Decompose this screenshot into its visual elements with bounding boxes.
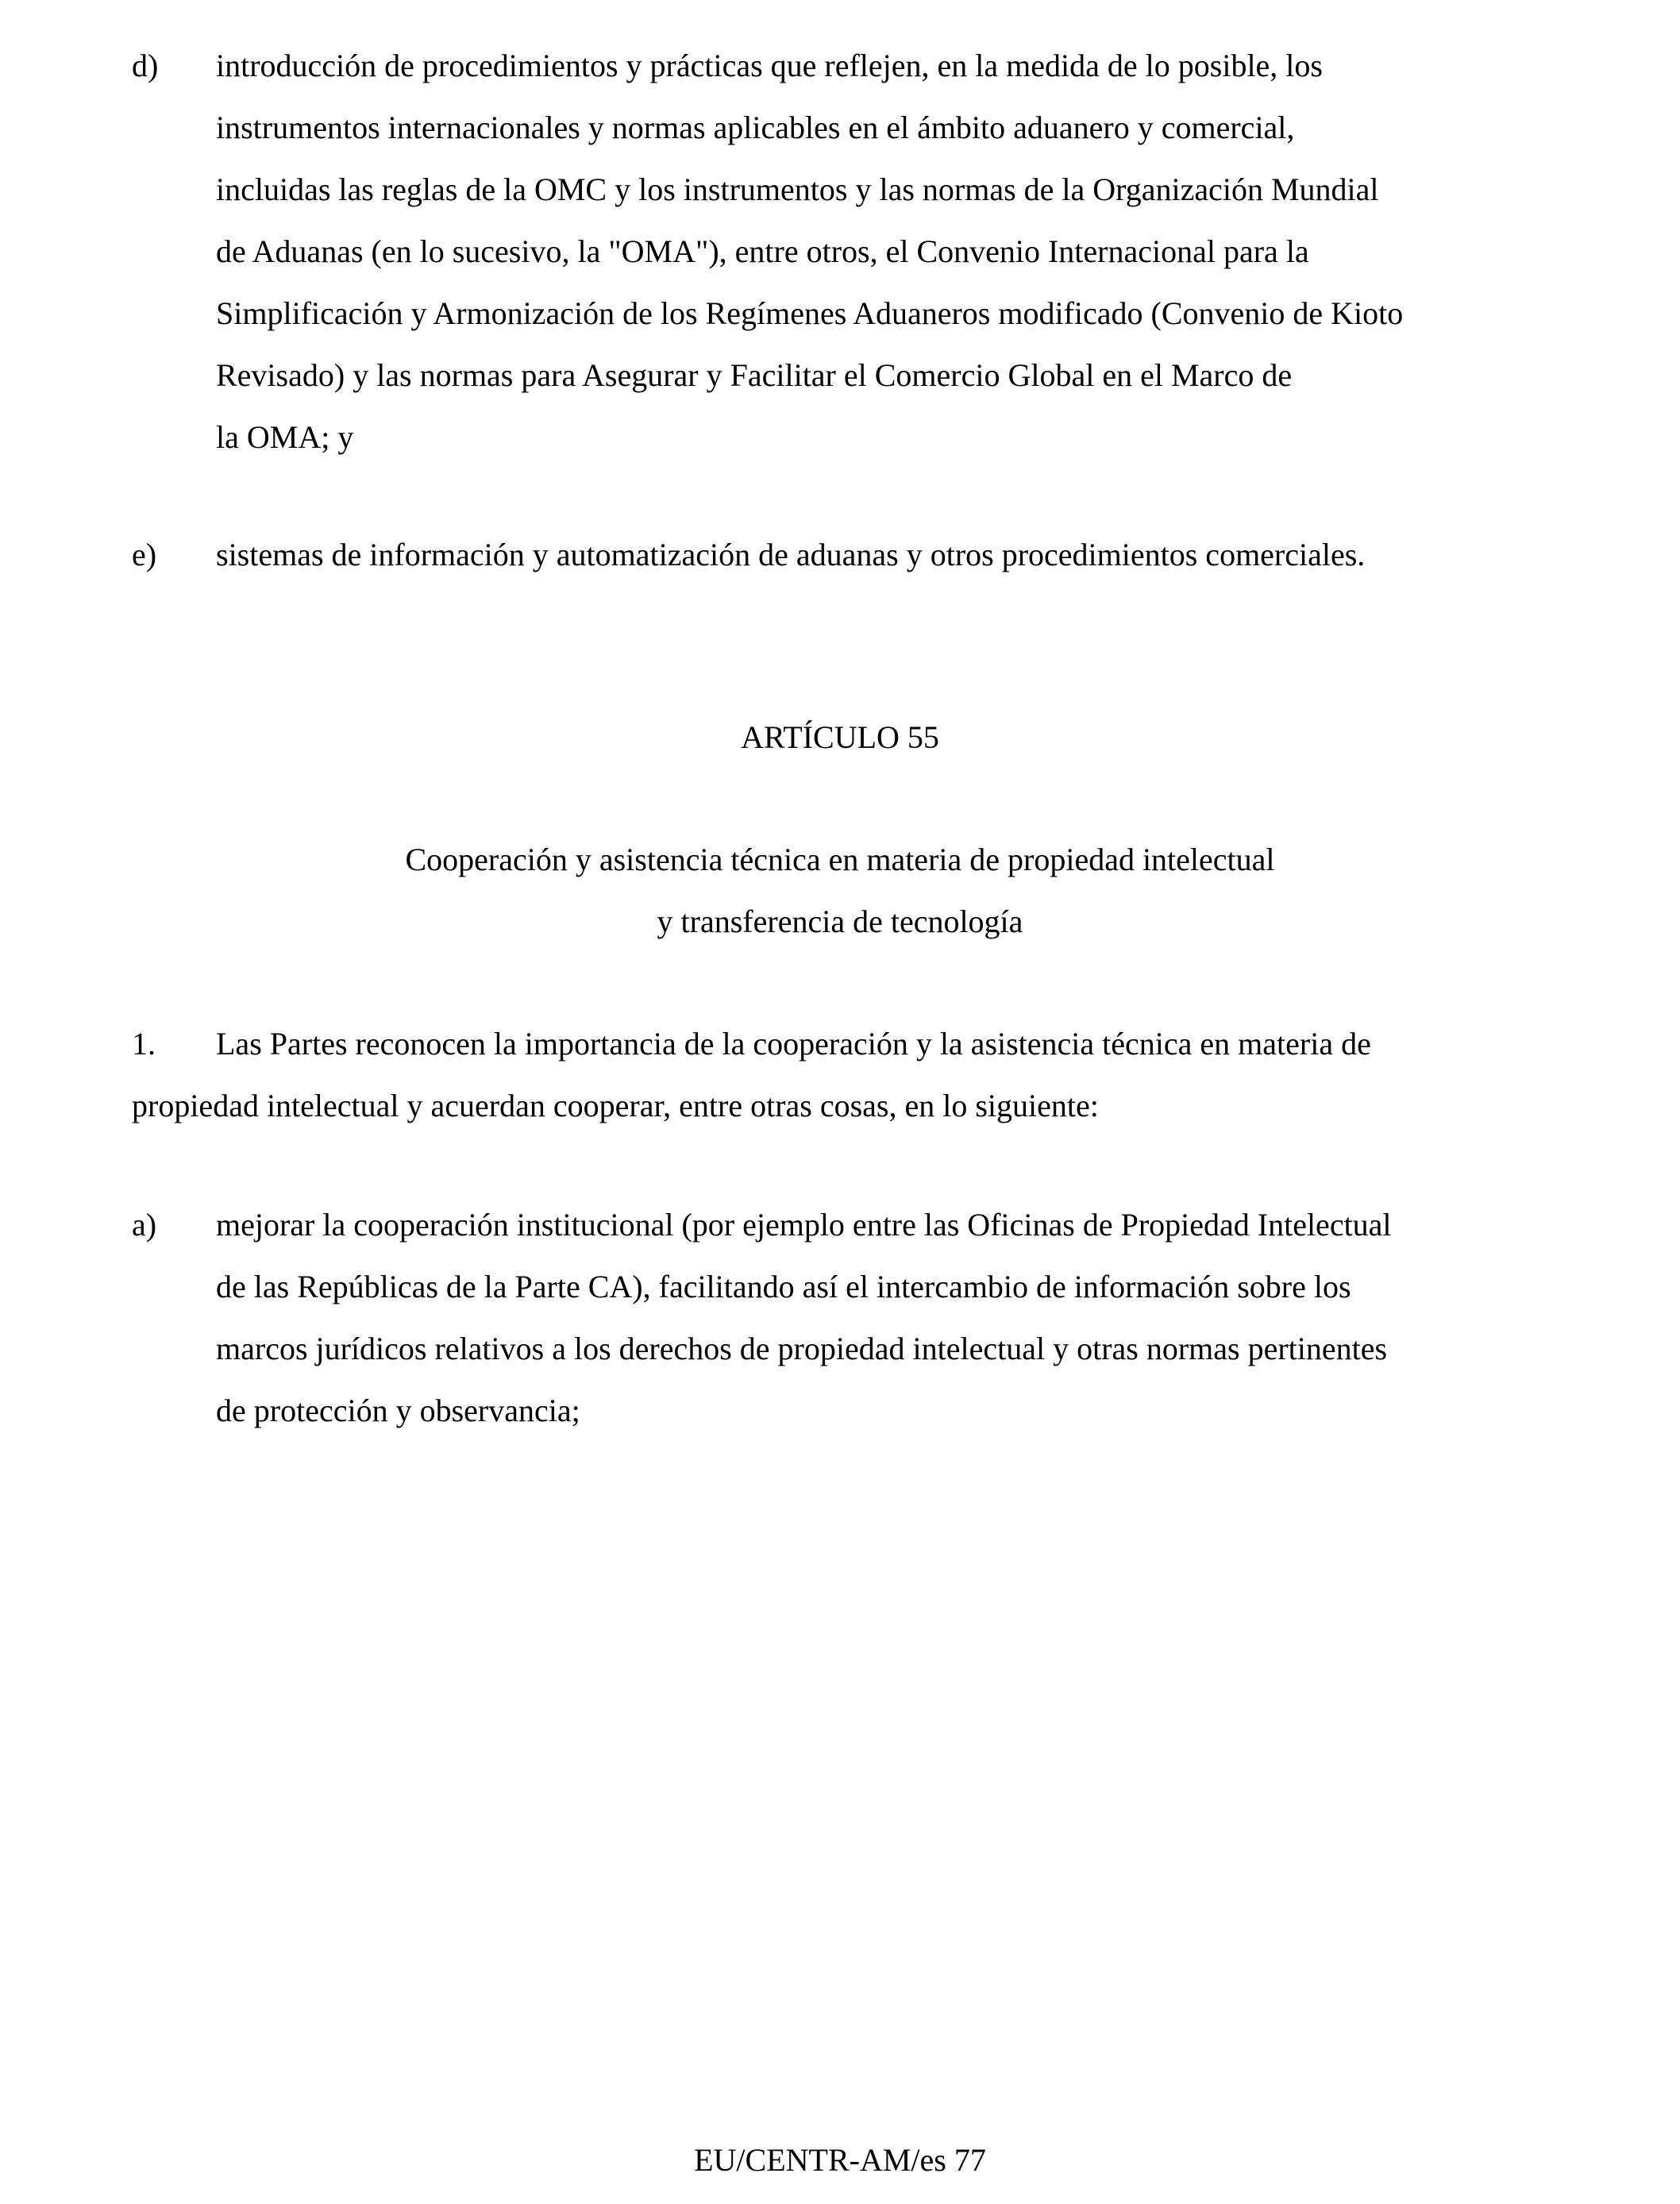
list-item-d-text [216, 35, 1566, 468]
paragraph-1-line-2: propiedad intelectual y acuerdan cooperar, entre otras cosas, en lo siguiente: [132, 1088, 1099, 1123]
paragraph-1 [132, 1013, 1561, 1137]
article-title-line-2: y transferencia de tecnología [657, 904, 1023, 939]
page-footer-reference: EU/CENTR-AM/es 77 [694, 2142, 986, 2178]
list-marker-a: a) [132, 1207, 157, 1243]
text-line: introducción de procedimientos y prácticas que reflejen, en la medida de lo posible, los [216, 48, 1323, 83]
list-marker-d: d) [132, 48, 159, 83]
text-line: de protección y observancia; [216, 1393, 580, 1428]
text-line: la OMA; y [216, 419, 354, 455]
text-line: de las Repúblicas de la Parte CA), facilitando así el intercambio de información sobre los [216, 1269, 1351, 1304]
paragraph-number: 1. [132, 1026, 156, 1062]
text-line: Simplificación y Armonización de los Regímenes Aduaneros modificado (Convenio de Kioto [216, 295, 1404, 331]
text-line: de Aduanas (en lo sucesivo, la "OMA"), entre otros, el Convenio Internacional para la [216, 233, 1309, 269]
text-line: marcos jurídicos relativos a los derechos de propiedad intelectual y otras normas pertinentes [216, 1331, 1388, 1366]
list-item-a-text [216, 1194, 1566, 1442]
paragraph-1-text-1: Las Partes reconocen la importancia de la cooperación y la asistencia técnica en materia de [216, 1026, 1371, 1062]
list-marker-e: e) [132, 537, 157, 572]
paragraph-1-line-1 [132, 1013, 1561, 1075]
text-line: sistemas de información y automatización de aduanas y otros procedimientos comerciales. [216, 537, 1366, 572]
article-title-line-1: Cooperación y asistencia técnica en materia de propiedad intelectual [405, 842, 1275, 877]
article-heading: ARTÍCULO 55 [741, 719, 939, 755]
list-item-e-text [216, 524, 1566, 586]
text-line: incluidas las reglas de la OMC y los instrumentos y las normas de la Organización Mundial [216, 171, 1379, 207]
text-line: instrumentos internacionales y normas aplicables en el ámbito aduanero y comercial, [216, 110, 1295, 145]
text-line: mejorar la cooperación institucional (por ejemplo entre las Oficinas de Propiedad Intelectual [216, 1207, 1392, 1243]
text-line: Revisado) y las normas para Asegurar y Facilitar el Comercio Global en el Marco de [216, 357, 1293, 393]
